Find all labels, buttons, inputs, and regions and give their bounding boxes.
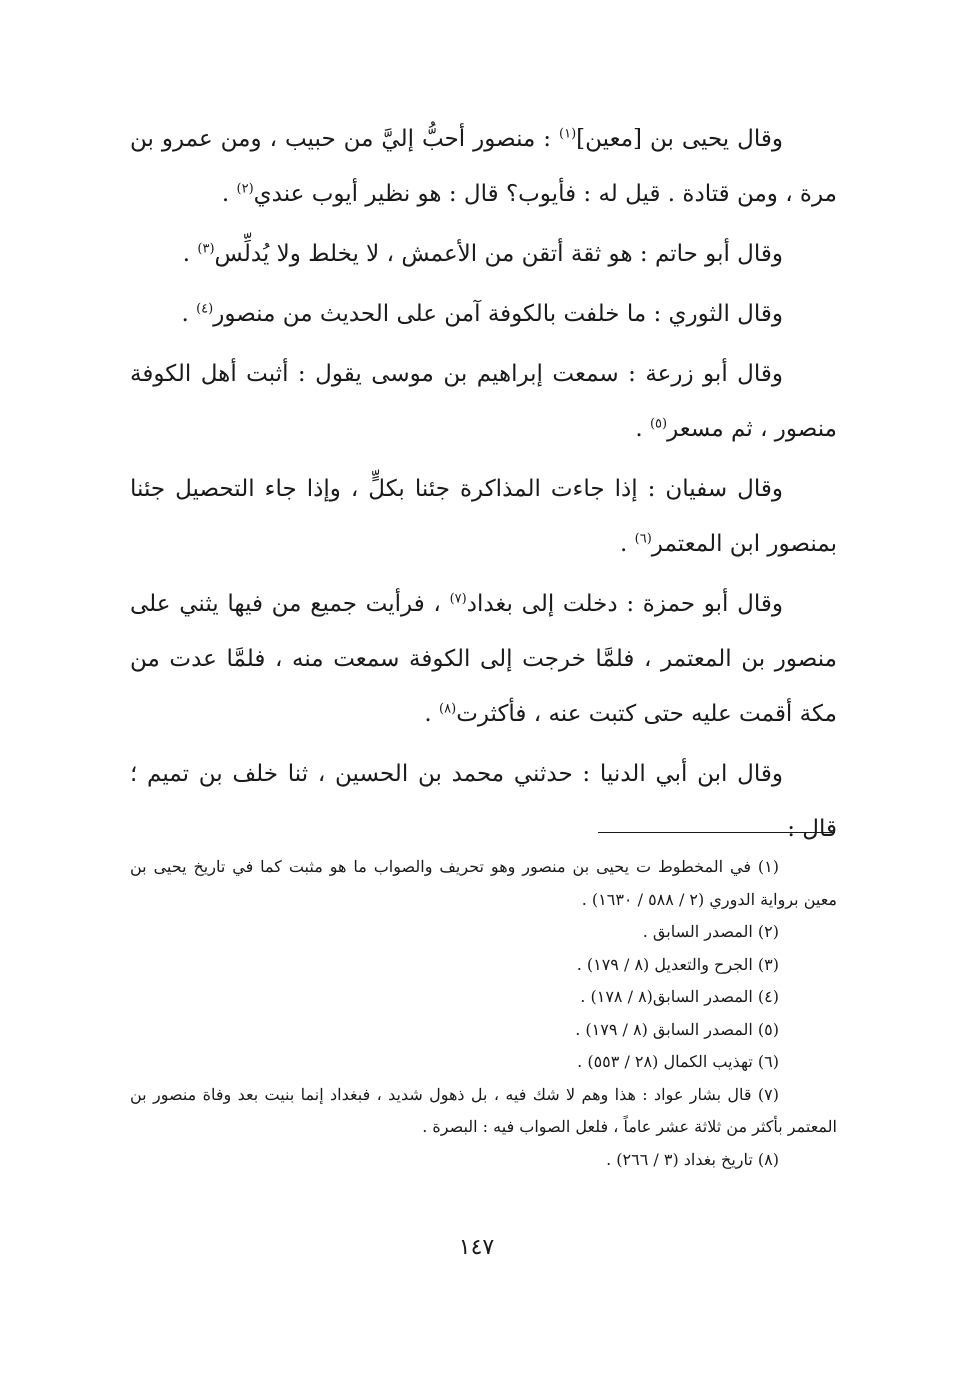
paragraph-5 xyxy=(130,462,837,572)
paragraph-1 xyxy=(130,112,837,222)
footnotes xyxy=(130,851,837,1176)
text-segment: . xyxy=(221,181,237,207)
footnote-5: (٥) المصدر السابق (٨ / ١٧٩) . xyxy=(575,1019,779,1039)
footnote-6: (٦) تهذيب الكمال (٢٨ / ٥٥٣) . xyxy=(577,1052,779,1071)
footnote-ref-7[interactable]: (٧) xyxy=(449,591,467,607)
footnote-3: (٣) الجرح والتعديل (٨ / ١٧٩) . xyxy=(576,954,779,974)
footnote-ref-2[interactable]: (٢) xyxy=(236,181,254,197)
footnote-ref-3[interactable]: (٣) xyxy=(197,241,215,257)
footnote-1: (١) في المخطوط ت يحيى بن منصور وهو تحريف والصواب ما هو مثبت كما في تاريخ يحيى بن معين برواية الدوري (٢ / ٥٨٨ / ١٦٣٠) . xyxy=(130,857,837,909)
paragraph-6 xyxy=(130,577,837,742)
footnote-ref-8[interactable]: (٨) xyxy=(439,701,457,717)
text-segment: وقال الثوري : ما خلفت بالكوفة آمن على الحديث من منصور xyxy=(213,301,783,327)
paragraph-4 xyxy=(130,347,837,457)
text-segment: وقال أبو حمزة : دخلت إلى بغداد xyxy=(466,591,783,617)
text-segment: . xyxy=(620,531,635,557)
paragraph-3 xyxy=(130,287,837,342)
text-segment: . xyxy=(424,701,440,727)
main-text xyxy=(130,112,837,862)
footnote-8: (٨) تاريخ بغداد (٣ / ٢٦٦) . xyxy=(606,1149,779,1169)
footnote-ref-4[interactable]: (٤) xyxy=(196,301,214,317)
footnote-2: (٢) المصدر السابق . xyxy=(642,922,779,941)
text-segment: . xyxy=(181,301,197,327)
page-number: ١٤٧ xyxy=(458,1235,495,1260)
text-segment: وقال ابن أبي الدنيا : حدثني محمد بن الحسين ، ثنا خلف بن تميم ؛ قال : xyxy=(130,761,837,842)
text-segment: : منصور أحبُّ إليَّ من حبيب ، ومن عمرو بن مرة ، ومن قتادة . قيل له : فأيوب؟ قال : هو نظير أيوب عندي xyxy=(130,126,837,207)
text-segment: وقال يحيى بن [معين] xyxy=(576,126,783,152)
text-segment: . xyxy=(635,416,650,442)
text-segment: . xyxy=(182,241,198,267)
paragraph-2 xyxy=(130,227,837,282)
footnote-ref-1[interactable]: (١) xyxy=(559,126,577,142)
text-segment: ، فرأيت جميع من فيها يثني على منصور بن المعتمر ، فلمَّا خرجت إلى الكوفة سمعت منه ، فلمَّا عدت من مكة أقمت عليه حتى كتبت عنه ، فأكثرت xyxy=(130,591,837,727)
footnote-4: (٤) المصدر السابق(٨ / ١٧٨) . xyxy=(580,987,779,1006)
text-segment: وقال أبو حاتم : هو ثقة أتقن من الأعمش ، لا يخلط ولا يُدلِّس xyxy=(214,241,783,267)
footnote-ref-6[interactable]: (٦) xyxy=(634,531,652,547)
text-segment: وقال أبو زرعة : سمعت إبراهيم بن موسى يقول : أثبت أهل الكوفة منصور ، ثم مسعر xyxy=(130,361,837,442)
paragraph-7 xyxy=(130,747,837,857)
footnote-separator xyxy=(598,832,835,833)
footnote-ref-5[interactable]: (٥) xyxy=(649,416,668,432)
footnote-7: (٧) قال بشار عواد : هذا وهم لا شك فيه ، بل ذهول شديد ، فبغداد إنما بنيت بعد وفاة منصور بن المعتمر بأكثر من ثلاثة عشر عاماً ، فلعل الصواب فيه : البصرة . xyxy=(130,1084,837,1136)
text-segment: وقال سفيان : إذا جاءت المذاكرة جئنا بكلٍّ ، وإذا جاء التحصيل جئنا بمنصور ابن المعتمر xyxy=(130,476,837,557)
